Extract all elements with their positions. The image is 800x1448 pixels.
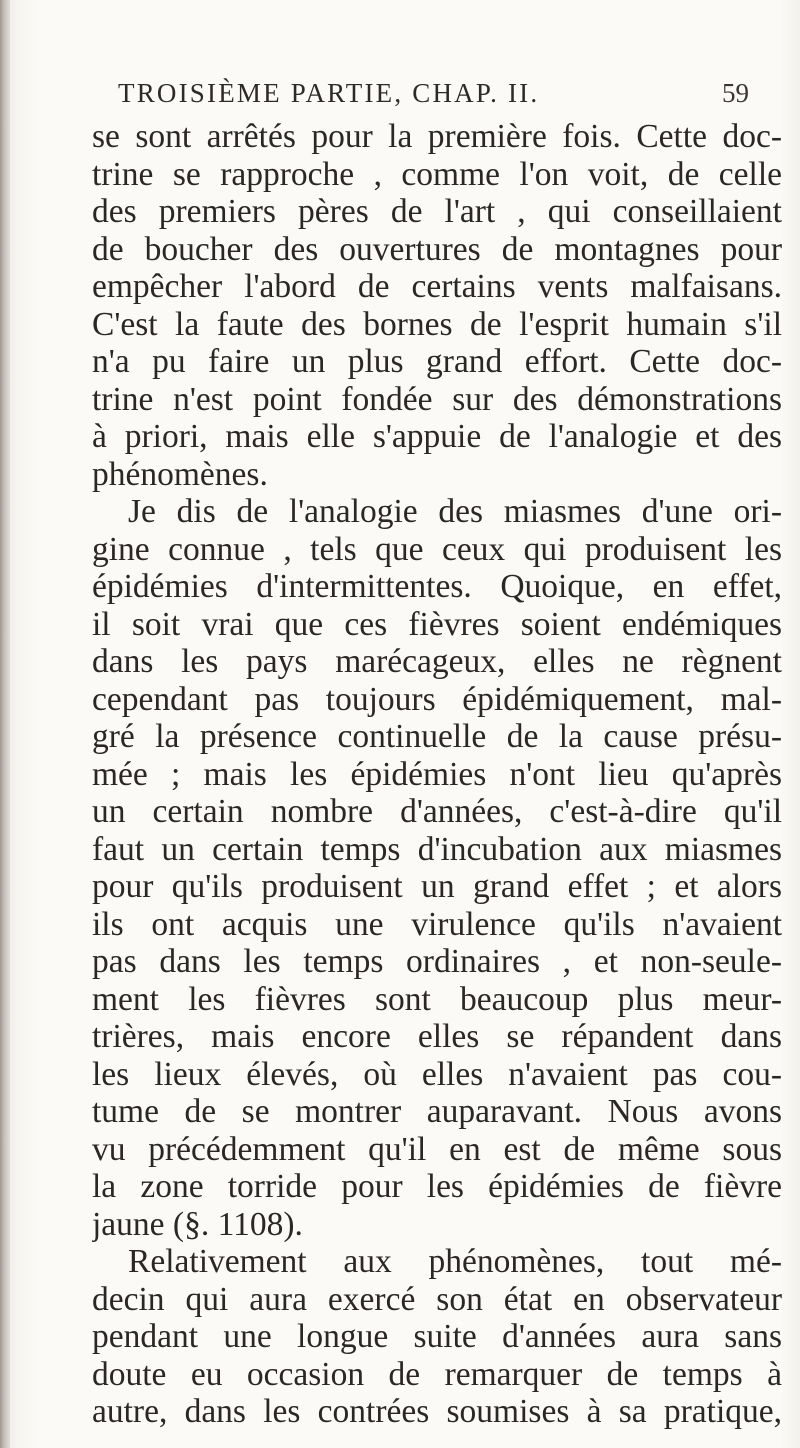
text-line: tume de se montrer auparavant. Nous avons xyxy=(92,1093,782,1130)
text-line: gine connue , tels que ceux qui produisent les xyxy=(92,530,782,568)
text-line: cependant pas toujours épidémiquement, mal- xyxy=(92,680,782,718)
text-line: trine se rapproche , comme l'on voit, de celle xyxy=(92,155,782,193)
text-line: de boucher des ouvertures de montagnes pour xyxy=(92,230,782,268)
text-line: mée ; mais les épidémies n'ont lieu qu'après xyxy=(92,755,782,793)
text-line: les lieux élevés, où elles n'avaient pas cou- xyxy=(92,1055,782,1093)
text-line: des premiers pères de l'art , qui conseillaient xyxy=(92,193,782,230)
text-line: empêcher l'abord de certains vents malfaisans. xyxy=(92,268,782,305)
text-line: épidémies d'intermittentes. Quoique, en effet, xyxy=(92,568,782,605)
text-line: la zone torride pour les épidémies de fièvre xyxy=(92,1168,782,1205)
text-line: Relativement aux phénomènes, tout mé- xyxy=(128,1243,782,1280)
page-number: 59 xyxy=(722,78,749,108)
text-line: C'est la faute des bornes de l'esprit humain s'il xyxy=(92,305,782,343)
text-line: faut un certain temps d'incubation aux miasmes xyxy=(92,830,782,868)
page-header xyxy=(0,0,800,110)
text-line: gré la présence continuelle de la cause présu- xyxy=(92,718,782,755)
text-line: vu précédemment qu'il en est de même sous xyxy=(92,1130,782,1168)
text-line: jaune (§. 1108). xyxy=(92,1205,303,1243)
page-gutter xyxy=(0,0,10,1448)
text-line: pas dans les temps ordinaires , et non-seule- xyxy=(92,943,782,980)
text-line: n'a pu faire un plus grand effort. Cette doc- xyxy=(92,343,782,380)
text-line: dans les pays marécageux, elles ne règnent xyxy=(92,643,782,680)
text-line: il soit vrai que ces fièvres soient endémiques xyxy=(92,605,782,643)
text-line: pour qu'ils produisent un grand effet ; et alors xyxy=(92,868,782,905)
text-line: pendant une longue suite d'années aura sans xyxy=(92,1318,782,1355)
text-line: Je dis de l'analogie des miasmes d'une ori- xyxy=(128,493,782,530)
text-line: ils ont acquis une virulence qu'ils n'avaient xyxy=(92,905,782,943)
text-line: trine n'est point fondée sur des démonstrations xyxy=(92,380,782,418)
body-text xyxy=(92,118,782,1431)
text-line: se sont arrêtés pour la première fois. Cette doc- xyxy=(92,118,782,155)
text-line: ment les fièvres sont beaucoup plus meur- xyxy=(92,980,782,1018)
text-line: decin qui aura exercé son état en observateur xyxy=(92,1280,782,1318)
text-line: phénomènes. xyxy=(92,455,268,493)
text-line: trières, mais encore elles se répandent dans xyxy=(92,1018,782,1055)
text-line: autre, dans les contrées soumises à sa pratique, xyxy=(92,1393,782,1430)
text-line: un certain nombre d'années, c'est-à-dire qu'il xyxy=(92,793,782,830)
text-line: doute eu occasion de remarquer de temps à xyxy=(92,1355,782,1393)
running-title: TROISIÈME PARTIE, CHAP. II. xyxy=(118,78,540,108)
text-line: à priori, mais elle s'appuie de l'analogie et des xyxy=(92,418,782,455)
